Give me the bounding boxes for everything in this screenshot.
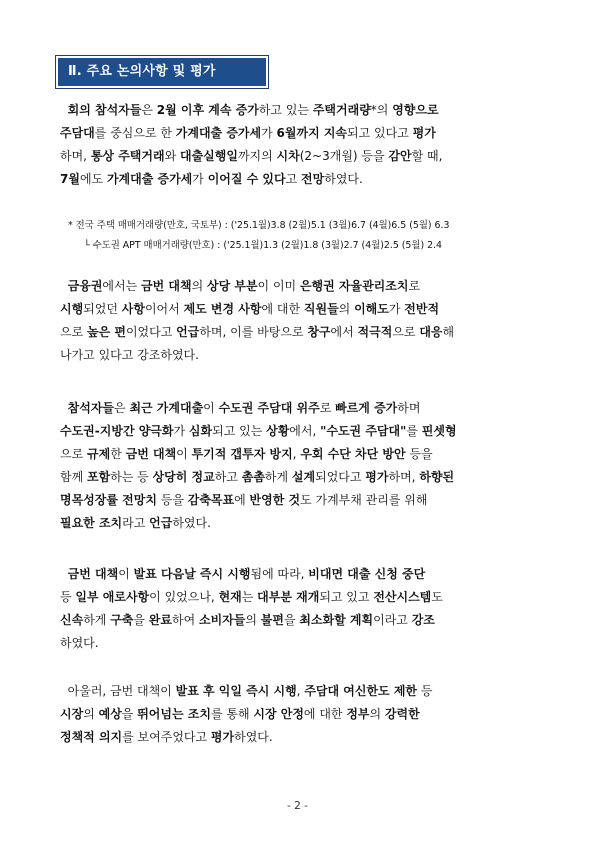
section-header [55,55,269,89]
paragraph-1: 회의 참석자들은 2월 이후 계속 증가하고 있는 주택거래량*의 영향으로 주담대를 중심으로 한 가계대출 증가세가 6월까지 지속되고 있다고 평가 하며, 통상 주택거래와 대출실행일까지의 시차(2~3개월) 등을 감안할 때, 7월에도 가계대출 증가세가 이어질 수 있다고 전망하였다. [60,103,443,186]
paragraph-4: 금번 대책이 발표 다음날 즉시 시행됨에 따라, 비대면 대출 신청 중단 등 일부 애로사항이 있었으나, 현재는 대부분 재개되고 있고 전산시스템도 신속하게 구축을 완료하여 소비자들의 불편을 최소화할 계획이라고 강조 하였다. [60,567,443,650]
footnote-national: * 전국 주택 매매거래량(만호, 국토부) : ('25.1월)3.8 (2월)5.1 (3월)6.7 (4월)6.5 (5월) 6.3 [68,220,450,231]
footnote-capital: └ 수도권 APT 매매거래량(만호) : ('25.1월)1.3 (2월)1.8 (3월)2.7 (4월)2.5 (5월) 2.4 [84,240,442,251]
paragraph-2: 금융권에서는 금번 대책의 상당 부분이 이미 은행권 자율관리조치로 시행되었던 사항이어서 제도 변경 사항에 대한 직원들의 이해도가 전반적 으로 높은 편이었다고 언급하며, 이를 바탕으로 창구에서 적극적으로 대응해 나가고 있다고 강조하였다. [60,279,455,362]
paragraph-5: 아울러, 금번 대책이 발표 후 익일 즉시 시행, 주담대 여신한도 제한 등 시장의 예상을 뛰어넘는 조치를 통해 시장 안정에 대한 정부의 강력한 정책적 의지를 보여주었다고 평가하였다. [60,684,433,744]
section-title: Ⅱ. 주요 논의사항 및 평가 [58,58,266,86]
page-number: - 2 - [287,800,308,812]
paragraph-3: 참석자들은 최근 가계대출이 수도권 주담대 위주로 빠르게 증가하며 수도권-지방간 양극화가 심화되고 있는 상황에서, "수도권 주담대"를 핀셋형 으로 규제한 금번 대책이 투기적 갭투자 방지, 우회 수단 차단 방안 등을 함께 포함하는 등 상당히 정교하고 촘촘하게 설계되었다고 평가하며, 하향된 명목성장률 전망치 등을 감축목표에 반영한 것도 가계부채 관리를 위해 필요한 조치라고 언급하였다. [60,401,457,530]
